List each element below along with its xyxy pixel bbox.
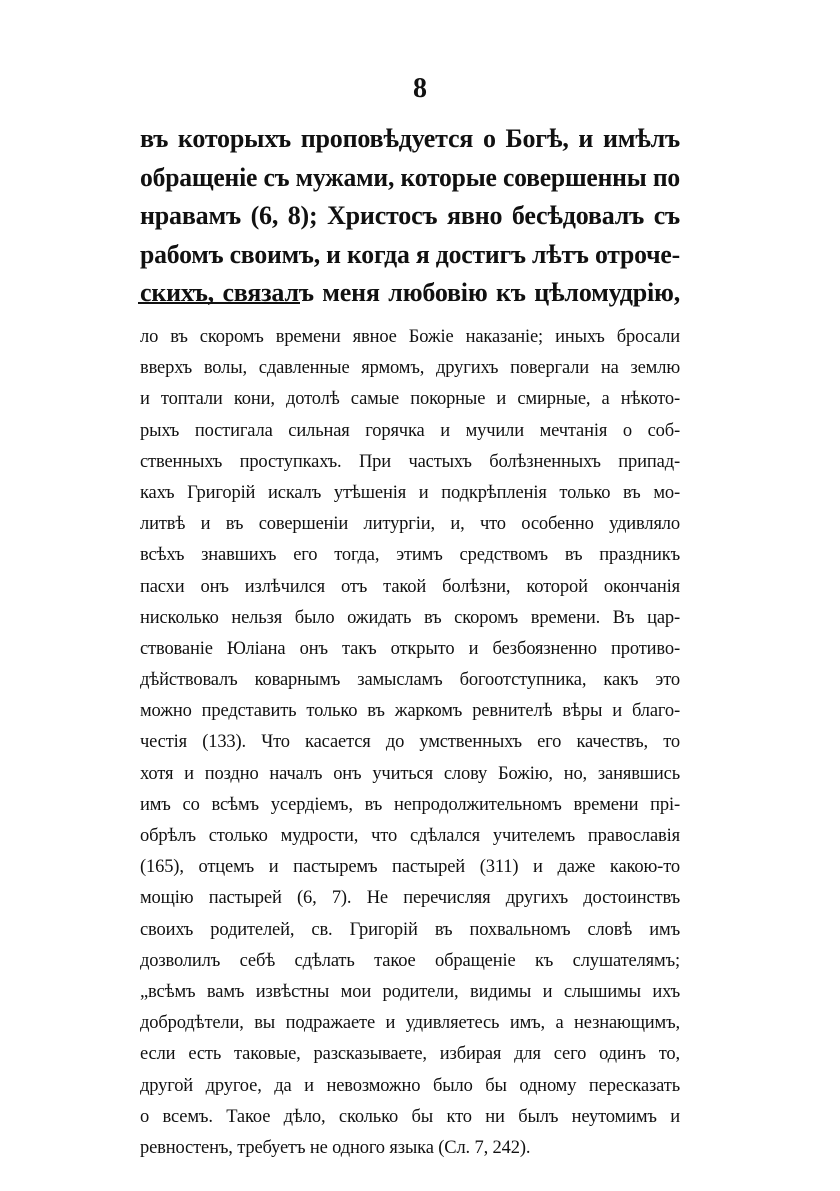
footnote-line: дозволилъ себѣ сдѣлать такое обращеніе къ слушателямъ;	[140, 950, 680, 971]
footnote-line: ственныхъ проступкахъ. При частыхъ болѣзненныхъ припад-	[140, 451, 680, 472]
footnote-line: литвѣ и въ совершеніи литургіи, и, что особенно удивляло	[140, 514, 680, 535]
footnote-line: рыхъ постигала сильная горячка и мучили мечтанія о соб-	[140, 420, 680, 441]
footnote-line: если есть таковые, разсказываете, избирая для сего одинъ то,	[140, 1044, 680, 1065]
footnote-line: вверхъ волы, сдавленные ярмомъ, другихъ повергали на землю	[140, 358, 680, 379]
footnote-line: другой другое, да и невозможно было бы одному пересказать	[140, 1075, 680, 1096]
main-text-line: скихъ, связалъ меня любовію къ цѣломудрію,	[140, 278, 680, 307]
footnote-line: можно представить только въ жаркомъ ревнителѣ вѣры и благо-	[140, 701, 680, 722]
footnote-line: обрѣлъ столько мудрости, что сдѣлался учителемъ православія	[140, 826, 680, 846]
footnote-line: имъ со всѣмъ усердіемъ, въ непродолжительномъ времени прі-	[140, 794, 680, 815]
main-text-line: рабомъ своимъ, и когда я достигъ лѣтъ отроче-	[140, 239, 681, 269]
footnote	[140, 322, 680, 1164]
footnote-line: кахъ Григорій искалъ утѣшенія и подкрѣпленія только въ мо-	[140, 482, 680, 503]
main-text	[140, 120, 680, 313]
footnote-line: о всемъ. Такое дѣло, сколько бы кто ни былъ неутомимъ и	[140, 1106, 680, 1127]
page-number: 8	[413, 73, 427, 104]
footnote-line: всѣхъ знавшихъ его тогда, этимъ средствомъ въ праздникъ	[140, 545, 680, 566]
footnote-line: своихъ родителей, св. Григорій въ похвальномъ словѣ имъ	[140, 919, 680, 940]
footnote-line: ло въ скоромъ времени явное Божіе наказаніе; иныхъ бросали	[140, 327, 680, 347]
main-text-line: въ которыхъ проповѣдуется о Богѣ, и имѣлъ	[140, 124, 680, 153]
footnote-line: и топтали кони, дотолѣ самые покорные и смирные, а нѣкото-	[140, 389, 680, 410]
footnote-line: пасхи онъ излѣчился отъ такой болѣзни, которой окончанія	[140, 576, 680, 597]
footnote-separator	[138, 302, 300, 304]
footnote-line: дѣйствовалъ коварнымъ замысламъ богоотступника, какъ это	[140, 670, 680, 691]
footnote-line: мощію пастырей (6, 7). Не перечисляя другихъ достоинствъ	[140, 888, 680, 909]
footnote-line: честія (133). Что касается до умственныхъ его качествъ, то	[140, 732, 680, 753]
footnote-line: ревностенъ, требуетъ не одного языка (Сл. 7, 242).	[140, 1137, 531, 1158]
footnote-line: ствованіе Юліана онъ такъ открыто и безбоязненно противо-	[140, 638, 680, 659]
footnote-line: добродѣтели, вы подражаете и удивляетесь имъ, а незнающимъ,	[140, 1013, 680, 1034]
footnote-line: (165), отцемъ и пастыремъ пастырей (311) и даже какою-то	[140, 857, 680, 878]
main-text-line: нравамъ (6, 8); Христосъ явно бесѣдовалъ съ	[140, 201, 680, 230]
footnote-line: „всѣмъ вамъ извѣстны мои родители, видимы и слышимы ихъ	[140, 981, 680, 1002]
footnote-line: нисколько нельзя было ожидать въ скоромъ времени. Въ цар-	[140, 607, 680, 628]
main-text-line: обращеніе съ мужами, которые совершенны по	[140, 162, 680, 192]
footnote-line: хотя и поздно началъ онъ учиться слову Божію, но, занявшись	[140, 763, 680, 784]
